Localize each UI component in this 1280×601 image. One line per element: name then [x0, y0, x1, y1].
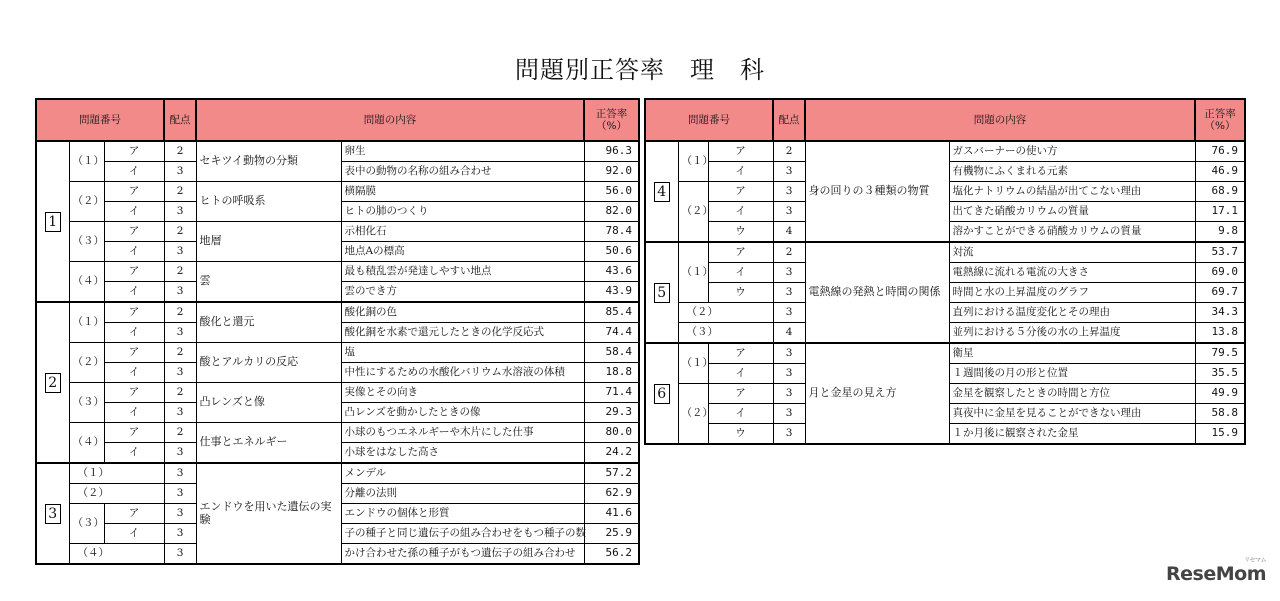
item-label: ア: [104, 141, 164, 162]
item-label: イ: [104, 323, 164, 343]
topic: 凸レンズと像: [196, 383, 341, 423]
correct-rate: 80.0: [584, 423, 639, 443]
points: 2: [164, 423, 196, 443]
content: 酸化銅の色: [341, 302, 584, 323]
sub-question: （１）: [69, 141, 104, 182]
points: 2: [164, 302, 196, 323]
correct-rate: 92.0: [584, 162, 639, 182]
sub-question: （１）: [69, 463, 164, 484]
content: 分離の法則: [341, 484, 584, 504]
item-label: ウ: [708, 424, 773, 445]
points: 2: [164, 383, 196, 403]
points: 3: [164, 282, 196, 303]
points: 3: [164, 363, 196, 383]
correct-rate: 56.0: [584, 182, 639, 202]
points: 3: [773, 303, 805, 323]
correct-rate: 71.4: [584, 383, 639, 403]
item-label: ア: [708, 384, 773, 404]
item-label: イ: [708, 404, 773, 424]
item-label: ア: [104, 222, 164, 242]
table-row: [645, 343, 1245, 364]
content: 溶かすことができる硝酸カリウムの質量: [949, 222, 1195, 243]
sub-question: （１）: [678, 343, 708, 384]
topic: 電熱線の発熱と時間の関係: [805, 242, 949, 343]
points: 3: [164, 524, 196, 544]
item-label: イ: [708, 364, 773, 384]
points: 3: [773, 404, 805, 424]
content: 表中の動物の名称の組み合わせ: [341, 162, 584, 182]
topic: エンドウを用いた遺伝の実験: [196, 463, 341, 564]
sub-question: （４）: [69, 262, 104, 303]
item-label: ア: [708, 343, 773, 364]
question-number: 4: [654, 182, 670, 202]
content: 衛星: [949, 343, 1195, 364]
content: メンデル: [341, 463, 584, 484]
correct-rate: 43.6: [584, 262, 639, 282]
sub-question: （２）: [69, 182, 104, 222]
content: １か月後に観察された金星: [949, 424, 1195, 445]
table-header: [645, 99, 1245, 141]
points: 3: [164, 403, 196, 423]
topic: セキツイ動物の分類: [196, 141, 341, 182]
item-label: イ: [708, 202, 773, 222]
question-number-cell: [36, 141, 69, 302]
sub-question: （３）: [69, 222, 104, 262]
topic: 酸化と還元: [196, 302, 341, 343]
correct-rate: 29.3: [584, 403, 639, 423]
correct-rate: 34.3: [1195, 303, 1245, 323]
points: 3: [164, 484, 196, 504]
right-results-table: [644, 98, 1246, 445]
points: 3: [164, 323, 196, 343]
content: ヒトの肺のつくり: [341, 202, 584, 222]
sub-question: （２）: [69, 484, 164, 504]
content: 有機物にふくまれる元素: [949, 162, 1195, 182]
points: 2: [164, 222, 196, 242]
correct-rate: 35.5: [1195, 364, 1245, 384]
points: 3: [164, 463, 196, 484]
content: 小球のもつエネルギーや木片にした仕事: [341, 423, 584, 443]
content: 並列における５分後の水の上昇温度: [949, 323, 1195, 344]
sub-question: （４）: [69, 544, 164, 565]
item-label: イ: [104, 363, 164, 383]
sub-question: （１）: [678, 242, 708, 303]
correct-rate: 9.8: [1195, 222, 1245, 243]
correct-rate: 25.9: [584, 524, 639, 544]
correct-rate: 78.4: [584, 222, 639, 242]
content: 電熱線に流れる電流の大きさ: [949, 263, 1195, 283]
item-label: ア: [104, 504, 164, 524]
content: 塩: [341, 343, 584, 363]
item-label: イ: [104, 242, 164, 262]
question-number-cell: [645, 343, 678, 444]
table-row: [36, 343, 639, 363]
content: ガスバーナーの使い方: [949, 141, 1195, 162]
sub-question: （２）: [678, 384, 708, 445]
question-number: 6: [654, 384, 670, 404]
content: エンドウの個体と形質: [341, 504, 584, 524]
topic: 酸とアルカリの反応: [196, 343, 341, 383]
correct-rate: 18.8: [584, 363, 639, 383]
points: 2: [164, 262, 196, 282]
correct-rate: 58.4: [584, 343, 639, 363]
correct-rate: 17.1: [1195, 202, 1245, 222]
content: かけ合わせた孫の種子がもつ遺伝子の組み合わせ: [341, 544, 584, 565]
table-row: [36, 383, 639, 403]
points: 3: [773, 364, 805, 384]
page-title: 問題別正答率 理 科: [515, 56, 765, 84]
question-number-cell: [36, 463, 69, 564]
correct-rate: 15.9: [1195, 424, 1245, 445]
sub-question: （１）: [678, 141, 708, 182]
sub-question: （４）: [69, 423, 104, 464]
table-row: [36, 463, 639, 484]
table-row: [645, 141, 1245, 162]
content: 最も積乱雲が発達しやすい地点: [341, 262, 584, 282]
item-label: イ: [708, 263, 773, 283]
item-label: イ: [104, 202, 164, 222]
points: 3: [773, 182, 805, 202]
question-number-cell: [645, 141, 678, 242]
header-rate: 正答率 （%）: [584, 99, 639, 141]
table-row: [645, 242, 1245, 263]
sub-question: （３）: [678, 323, 773, 344]
points: 3: [773, 343, 805, 364]
item-label: イ: [104, 282, 164, 303]
correct-rate: 53.7: [1195, 242, 1245, 263]
points: 2: [164, 182, 196, 202]
question-number-cell: [645, 242, 678, 343]
sub-question: （３）: [69, 504, 104, 544]
item-label: イ: [708, 162, 773, 182]
points: 3: [773, 283, 805, 303]
question-number-cell: [36, 302, 69, 463]
item-label: イ: [104, 403, 164, 423]
content: 酸化銅を水素で還元したときの化学反応式: [341, 323, 584, 343]
points: 3: [773, 424, 805, 445]
topic: 月と金星の見え方: [805, 343, 949, 444]
content: 凸レンズを動かしたときの像: [341, 403, 584, 423]
topic: 雲: [196, 262, 341, 303]
item-label: ア: [104, 182, 164, 202]
item-label: ア: [708, 182, 773, 202]
item-label: ア: [708, 242, 773, 263]
content: 中性にするための水酸化バリウム水溶液の体積: [341, 363, 584, 383]
item-label: イ: [104, 443, 164, 464]
content: 時間と水の上昇温度のグラフ: [949, 283, 1195, 303]
points: 3: [164, 202, 196, 222]
item-label: ア: [104, 302, 164, 323]
points: 2: [164, 343, 196, 363]
content: 小球をはなした高さ: [341, 443, 584, 464]
content: 金星を観察したときの時間と方位: [949, 384, 1195, 404]
question-number: 2: [45, 373, 61, 393]
correct-rate: 82.0: [584, 202, 639, 222]
content: 塩化ナトリウムの結晶が出てこない理由: [949, 182, 1195, 202]
points: 3: [773, 162, 805, 182]
question-number: 5: [654, 283, 670, 303]
correct-rate: 56.2: [584, 544, 639, 565]
points: 3: [164, 242, 196, 262]
points: 4: [773, 323, 805, 344]
item-label: ア: [104, 262, 164, 282]
points: 3: [773, 384, 805, 404]
correct-rate: 96.3: [584, 141, 639, 162]
sub-question: （２）: [678, 182, 708, 243]
item-label: ア: [104, 383, 164, 403]
points: 2: [773, 141, 805, 162]
points: 2: [773, 242, 805, 263]
correct-rate: 68.9: [1195, 182, 1245, 202]
content: 出てきた硝酸カリウムの質量: [949, 202, 1195, 222]
correct-rate: 69.7: [1195, 283, 1245, 303]
points: 3: [164, 162, 196, 182]
item-label: ウ: [708, 222, 773, 243]
item-label: ア: [104, 343, 164, 363]
sub-question: （２）: [678, 303, 773, 323]
content: 真夜中に金星を見ることができない理由: [949, 404, 1195, 424]
points: 3: [164, 504, 196, 524]
table-row: [36, 302, 639, 323]
correct-rate: 85.4: [584, 302, 639, 323]
content: １週間後の月の形と位置: [949, 364, 1195, 384]
header-points: 配点: [773, 99, 805, 141]
correct-rate: 46.9: [1195, 162, 1245, 182]
topic: 身の回りの３種類の物質: [805, 141, 949, 242]
correct-rate: 50.6: [584, 242, 639, 262]
content: 直列における温度変化とその理由: [949, 303, 1195, 323]
topic: 仕事とエネルギー: [196, 423, 341, 464]
points: 3: [164, 544, 196, 565]
sub-question: （１）: [69, 302, 104, 343]
correct-rate: 79.5: [1195, 343, 1245, 364]
header-content: 問題の内容: [196, 99, 584, 141]
correct-rate: 58.8: [1195, 404, 1245, 424]
item-label: ア: [104, 423, 164, 443]
points: 3: [164, 443, 196, 464]
header-content: 問題の内容: [805, 99, 1195, 141]
correct-rate: 76.9: [1195, 141, 1245, 162]
table-row: [36, 262, 639, 282]
points: 3: [773, 202, 805, 222]
content: 実像とその向き: [341, 383, 584, 403]
table-row: [36, 423, 639, 443]
correct-rate: 69.0: [1195, 263, 1245, 283]
points: 4: [773, 222, 805, 243]
correct-rate: 49.9: [1195, 384, 1245, 404]
points: 3: [773, 263, 805, 283]
resemom-logo: リセマム ReseMom: [1166, 557, 1266, 585]
header-question-number: 問題番号: [645, 99, 773, 141]
header-question-number: 問題番号: [36, 99, 164, 141]
item-label: ア: [708, 141, 773, 162]
content: 地点Aの標高: [341, 242, 584, 262]
table-row: [36, 182, 639, 202]
header-rate: 正答率 （%）: [1195, 99, 1245, 141]
header-points: 配点: [164, 99, 196, 141]
sub-question: （３）: [69, 383, 104, 423]
item-label: イ: [104, 162, 164, 182]
question-number: 1: [45, 212, 61, 232]
question-number: 3: [45, 504, 61, 524]
sub-question: （２）: [69, 343, 104, 383]
content: 対流: [949, 242, 1195, 263]
table-row: [36, 141, 639, 162]
table-row: [36, 222, 639, 242]
table-header: [36, 99, 639, 141]
correct-rate: 43.9: [584, 282, 639, 303]
correct-rate: 24.2: [584, 443, 639, 464]
left-results-table: [35, 98, 640, 565]
item-label: イ: [104, 524, 164, 544]
content: 雲のでき方: [341, 282, 584, 303]
topic: ヒトの呼吸系: [196, 182, 341, 222]
content: 子の種子と同じ遺伝子の組み合わせをもつ種子の数: [341, 524, 584, 544]
correct-rate: 13.8: [1195, 323, 1245, 344]
content: 横隔膜: [341, 182, 584, 202]
correct-rate: 57.2: [584, 463, 639, 484]
content: 卵生: [341, 141, 584, 162]
content: 示相化石: [341, 222, 584, 242]
correct-rate: 74.4: [584, 323, 639, 343]
item-label: ウ: [708, 283, 773, 303]
topic: 地層: [196, 222, 341, 262]
correct-rate: 62.9: [584, 484, 639, 504]
correct-rate: 41.6: [584, 504, 639, 524]
points: 2: [164, 141, 196, 162]
